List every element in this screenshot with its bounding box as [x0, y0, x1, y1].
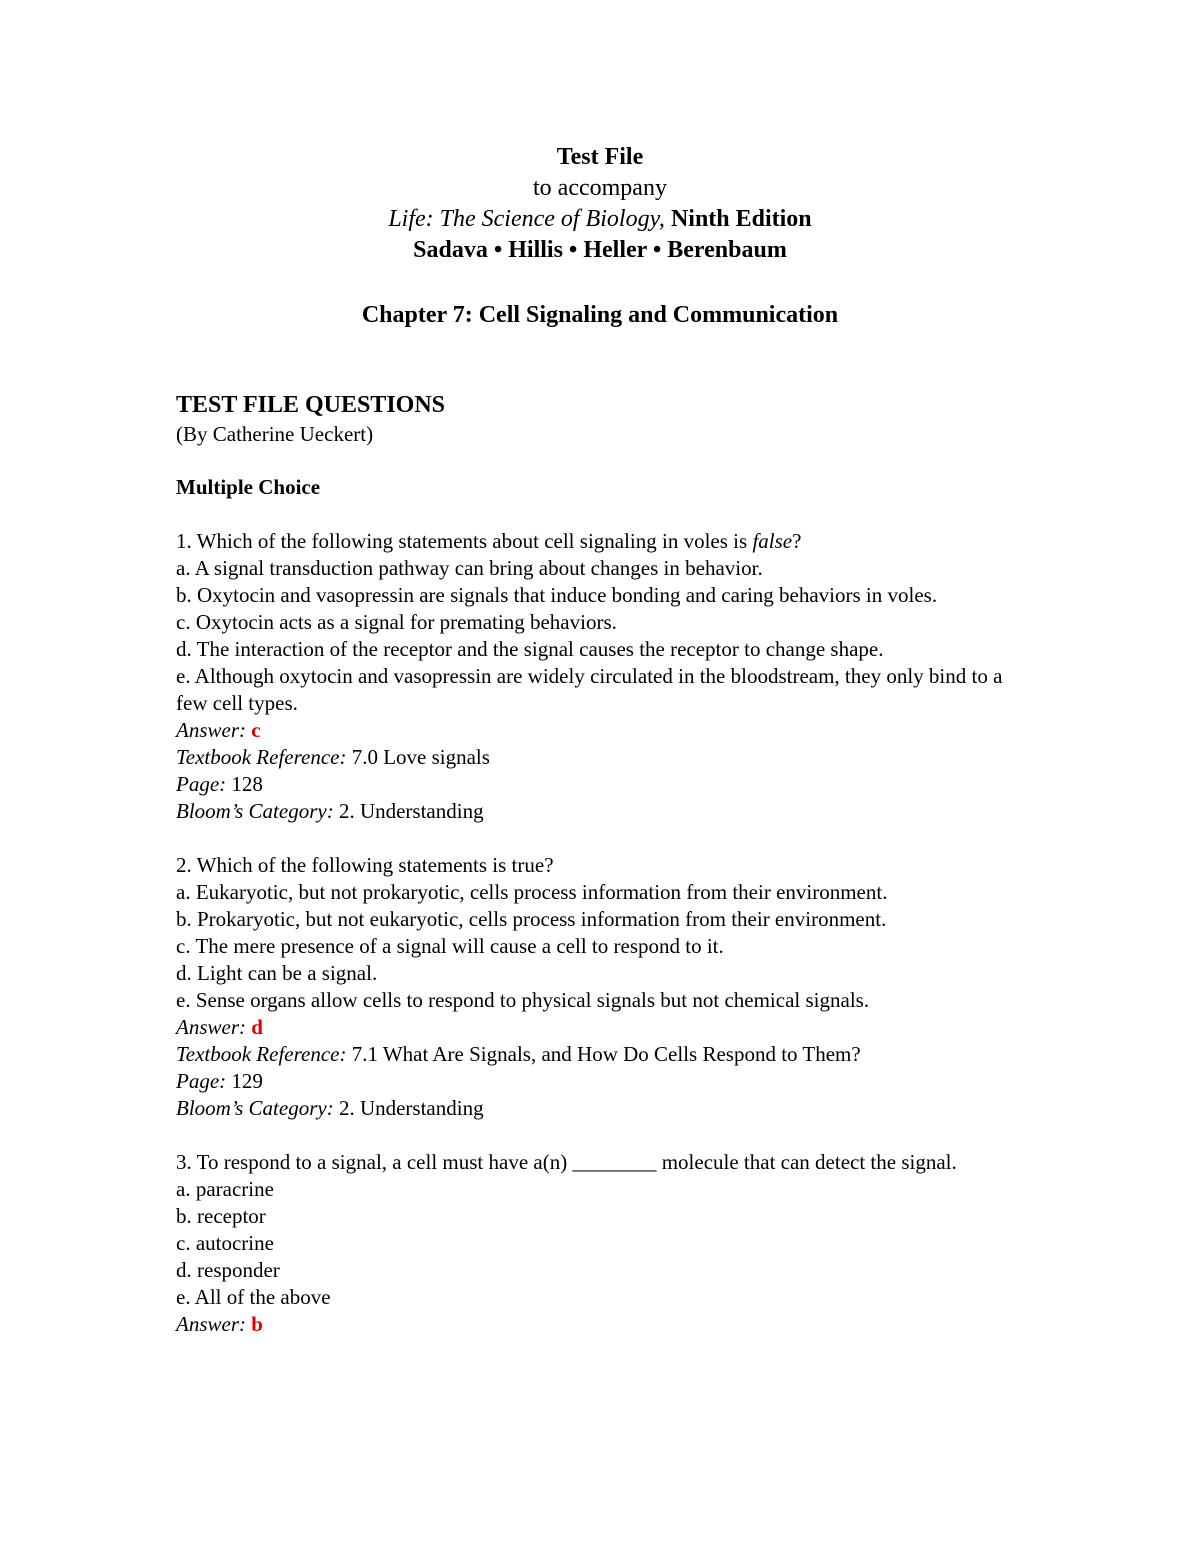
book-title: Life: The Science of Biology,: [388, 206, 665, 232]
question-stem: 3. To respond to a signal, a cell must have a(n) ________ molecule that can detect the signal.: [176, 1150, 957, 1174]
question-stem: 1. Which of the following statements about cell signaling in voles is false?: [176, 529, 802, 553]
document-header: [0, 142, 1200, 266]
answer-option: b. Oxytocin and vasopressin are signals that induce bonding and caring behaviors in voles.: [176, 583, 938, 607]
bloom-line: Bloom’s Category: 2. Understanding: [176, 1096, 484, 1120]
answer-option: c. autocrine: [176, 1231, 274, 1255]
answer-option: a. A signal transduction pathway can bring about changes in behavior.: [176, 556, 763, 580]
answer-line: Answer: b: [176, 1312, 263, 1336]
question-3: [176, 1149, 1036, 1338]
question-1: [176, 528, 1036, 825]
answer-value: d: [251, 1015, 263, 1039]
answer-option: e. Sense organs allow cells to respond to physical signals but not chemical signals.: [176, 988, 870, 1012]
document-subtitle: to accompany: [533, 175, 667, 201]
document-title: Test File: [556, 144, 644, 170]
chapter-title: Chapter 7: Cell Signaling and Communication: [361, 302, 839, 328]
answer-value: c: [251, 718, 261, 742]
page-line: Page: 128: [176, 772, 263, 796]
answer-option: d. The interaction of the receptor and the signal causes the receptor to change shape.: [176, 637, 884, 661]
answer-option: e. All of the above: [176, 1285, 331, 1309]
answer-option: e. Although oxytocin and vasopressin are widely circulated in the bloodstream, they only bind to a few cell types.: [176, 664, 1003, 715]
answer-option: b. Prokaryotic, but not eukaryotic, cells process information from their environment.: [176, 907, 887, 931]
answer-option: d. responder: [176, 1258, 280, 1282]
book-edition: Ninth Edition: [670, 206, 812, 232]
section-title: TEST FILE QUESTIONS: [176, 392, 446, 418]
page-line: Page: 129: [176, 1069, 263, 1093]
answer-option: b. receptor: [176, 1204, 266, 1228]
section-author: (By Catherine Ueckert): [176, 422, 374, 446]
book-authors: Sadava • Hillis • Heller • Berenbaum: [413, 237, 787, 263]
bloom-line: Bloom’s Category: 2. Understanding: [176, 799, 484, 823]
answer-option: c. The mere presence of a signal will cause a cell to respond to it.: [176, 934, 724, 958]
document-body: [176, 390, 1036, 1338]
question-2: [176, 852, 1036, 1122]
answer-option: d. Light can be a signal.: [176, 961, 378, 985]
reference-line: Textbook Reference: 7.1 What Are Signals, and How Do Cells Respond to Them?: [176, 1042, 861, 1066]
answer-option: a. paracrine: [176, 1177, 274, 1201]
answer-value: b: [251, 1312, 263, 1336]
book-title-line: [0, 204, 1200, 235]
answer-option: c. Oxytocin acts as a signal for premating behaviors.: [176, 610, 617, 634]
subsection-title: Multiple Choice: [176, 475, 321, 499]
answer-line: Answer: d: [176, 1015, 263, 1039]
reference-line: Textbook Reference: 7.0 Love signals: [176, 745, 490, 769]
answer-line: Answer: c: [176, 718, 261, 742]
question-stem: 2. Which of the following statements is true?: [176, 853, 554, 877]
answer-option: a. Eukaryotic, but not prokaryotic, cells process information from their environment.: [176, 880, 888, 904]
